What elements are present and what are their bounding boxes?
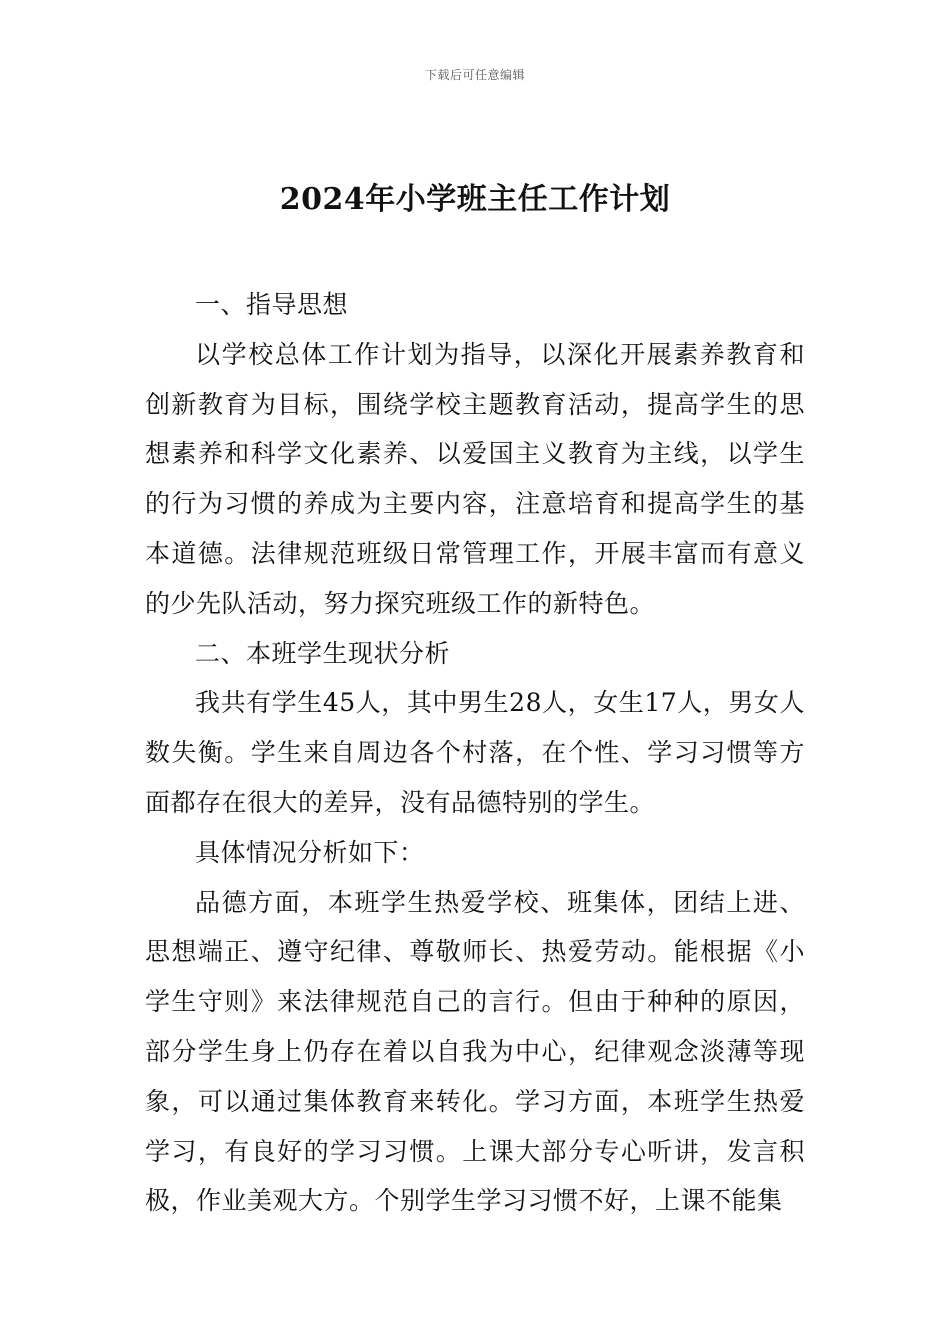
paragraph-guiding-thought: 以学校总体工作计划为指导，以深化开展素养教育和创新教育为目标，围绕学校主题教育活动，提高学生的思想素养和科学文化素养、以爱国主义教育为主线，以学生的行为习惯的养成为主要内容，注意培育和提高学生的基本道德。法律规范班级日常管理工作，开展丰富而有意义的少先队活动，努力探究班级工作的新特色。 <box>145 339 805 618</box>
paragraph-student-count: 我共有学生45人，其中男生28人，女生17人，男女人数失衡。学生来自周边各个村落，在个性、学习习惯等方面都存在很大的差异，没有品德特别的学生。 <box>145 688 805 817</box>
document-body <box>145 280 805 1226</box>
section-heading-guiding-thought: 一、指导思想 <box>195 290 349 319</box>
header-note: 下载后可任意编辑 <box>424 68 525 82</box>
paragraph-details-intro: 具体情况分析如下： <box>195 837 425 867</box>
document-title: 2024年小学班主任工作计划 <box>279 182 671 217</box>
paragraph-moral-and-study: 品德方面，本班学生热爱学校、班集体，团结上进、思想端正、遵守纪律、尊敬师长、热爱劳动。能根据《小学生守则》来法律规范自己的言行。但由于种种的原因，部分学生身上仍存在着以自我为中心，纪律观念淡薄等现象，可以通过集体教育来转化。学习方面，本班学生热爱学习，有良好的学习习惯。上课大部分专心听讲，发言积极，作业美观大方。个别学生学习习惯不好，上课不能集 <box>145 887 805 1216</box>
section-heading-class-analysis: 二、本班学生现状分析 <box>195 638 451 668</box>
